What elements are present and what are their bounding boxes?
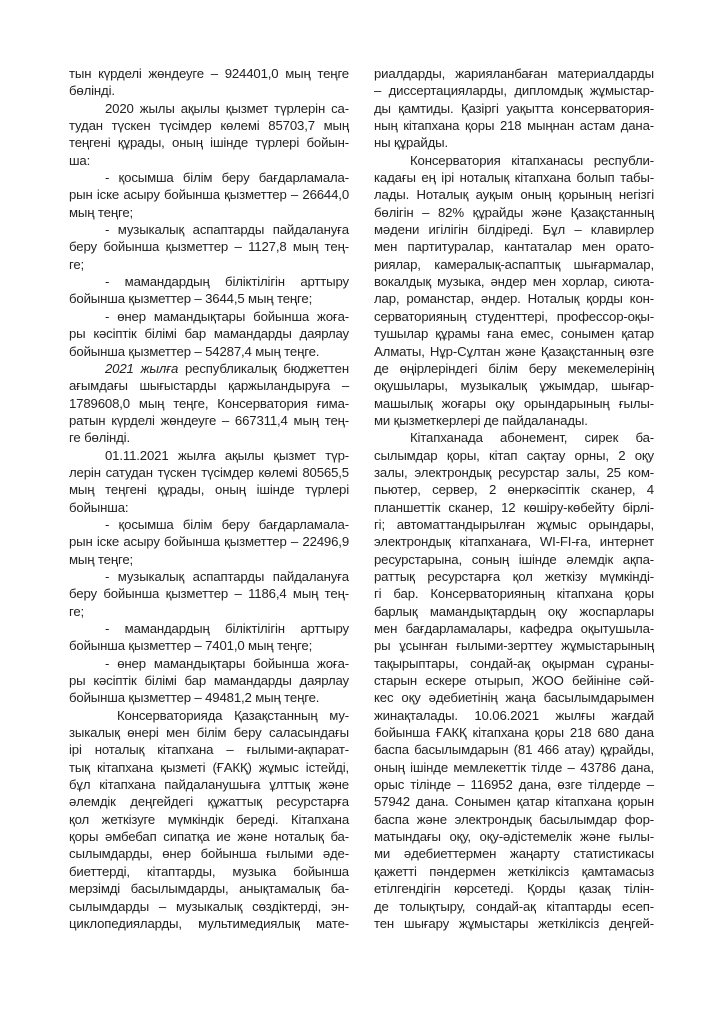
text-line: қажетті пәндермен жеткіліксіз қамтамасыз (374, 863, 654, 879)
text-line: - музыкалық аспаптарды пайдалануға (105, 568, 349, 584)
text-line: машылық жоғары оқу орындарының ғылы- (374, 395, 654, 411)
text-line: 01.11.2021 жылға ақылы қызмет түр- (105, 447, 349, 463)
text-line: ры кәсіптік білімі бар мамандарды даярлау (69, 326, 349, 342)
text-line: сылымдарды – музыкалық сөздіктерді, эн- (69, 898, 349, 914)
text-line: Консерватория кітапханасы республи- (410, 152, 654, 168)
text-line: бойынша қызметтер – 49481,2 мың теңге. (69, 690, 320, 706)
text-line: тен шығару жұмыстары жеткіліксіз деңгей- (374, 915, 654, 931)
text-line: - мамандардың біліктілігін арттыру (105, 621, 349, 636)
text-line: оқушылары, музыкалық ұжымдар, шығар- (374, 378, 654, 394)
text-line: биеттерді, кітаптарды, музыка бойынша (69, 863, 349, 879)
text-line: бойынша қызметтер – 7401,0 мың теңге; (69, 638, 313, 654)
text-line: пьютер, сервер, 2 өнеркәсіптік сканер, 4 (374, 482, 654, 498)
text-line: баспа және электрондық басылымдар фор- (374, 811, 654, 827)
text-line: Алматы, Нұр-Сұлтан және Қазақстанның өзге (374, 343, 654, 359)
text-line: тақырыптары, сондай-ақ оқырман сұраны- (374, 655, 654, 671)
text-line: ге; (69, 256, 85, 272)
text-line: ге бөлінді. (69, 430, 130, 446)
text-line: мен бағдарламалары, кафедра оқытушыла- (374, 621, 654, 636)
text-line: мың теңге; (69, 204, 134, 220)
text-line: ша: (69, 152, 91, 168)
text-line: риялар, камералық-аспаптық шығармалар, (374, 256, 654, 272)
text-line: ірі ноталық кітапхана – ғылыми-ақпарат- (69, 742, 349, 758)
text-line: 57942 дана. Сонымен қатар кітапхана қорын (374, 794, 654, 810)
text-line: мен партитуралар, кантаталар мен орато- (374, 239, 654, 255)
text-line: гі бар. Консерваторияның кітапхана қоры (374, 586, 654, 602)
text-line: бөлінді. (69, 83, 115, 99)
text-line: мәдени игілігін білдіреді. Бұл – клавирлер (374, 222, 654, 238)
text-line: әлемдік деңгейдегі құжаттық ресурстарға (69, 794, 349, 810)
text-line: кадағы ең ірі ноталық кітапхана болып табы- (374, 170, 654, 186)
text-line: етілгендігін көрсетеді. Қорды қазақ тілін- (374, 881, 654, 897)
text-line: орыс тілінде – 116952 дана, өзге тілдерде – (374, 777, 654, 793)
text-line: рын іске асыру бойынша қызметтер – 22496,9 (69, 534, 349, 550)
text-line: Кітапханада абонемент, сирек ба- (410, 430, 654, 446)
text-line: бұл кітапхана пайдаланушыға ұлттық және (69, 777, 349, 793)
text-line: Консерваторияда Қазақстанның му- (117, 707, 349, 723)
text-line: бөлігін – 82% құрайды және Қазақстанның (374, 204, 654, 220)
text-line: ми қызметкерлері де пайдаланады. (374, 412, 588, 428)
text-line: ағымдағы шығыстарды қаржыландыруға – (69, 378, 349, 394)
text-line: вокалдық музыка, әндер мен хорлар, сиюта- (374, 274, 654, 290)
text-line: лар, романстар, әндер. Ноталық қорды кон- (374, 291, 654, 307)
text-line: барлық мамандықтардың оқу жоспарлары (374, 603, 654, 619)
text-line: - өнер мамандықтары бойынша жоға- (105, 655, 349, 671)
text-line: мың теңгені құрады, оның ішінде түрлері (69, 482, 349, 498)
text-line: оның ішінде мемлекеттік тілде – 43786 дана, (374, 759, 654, 775)
text-line: рын іске асыру бойынша қызметтер – 26644,0 (69, 187, 349, 203)
text-line: ның кітапхана қоры 218 мыңнан астам дана- (374, 118, 654, 134)
text-line: ми әдебиеттермен жаңарту статистикасы (374, 846, 654, 862)
text-line: мерзімді басылымдарды, анықтамалық ба- (69, 881, 349, 897)
text-line: риалдарды, жарияланбаған материалдарды (374, 66, 654, 81)
text-line: тушылар құрамы ғана емес, сонымен қатар (374, 326, 654, 342)
text-line: мың теңге; (69, 551, 134, 567)
text-line: ны құрайды. (374, 135, 449, 151)
text-line: - қосымша білім беру бағдарламала- (105, 516, 349, 532)
text-line: беру бойынша қызметтер – 1186,4 мың тең- (69, 586, 349, 602)
text-line: теңгені құрады, оның ішінде түрлері бойын- (69, 135, 349, 151)
text-line: матындағы оқу, оқу-әдістемелік және ғылы- (374, 829, 654, 845)
text-line: лерін сатудан түскен түсімдер көлемі 80565,5 (69, 464, 349, 480)
text-line: баспа басылымдарын (81 466 атау) құрайды, (374, 742, 654, 758)
text-line: серваторияның студенттері, профессор-оқы- (374, 308, 654, 324)
text-line: гі; автоматтандырылған жұмыс орындары, (374, 516, 654, 532)
left-text-column (69, 65, 349, 932)
right-text-column (374, 65, 654, 932)
text-line: сылымдар қоры, кітап сақтау орны, 2 оқу (374, 447, 654, 463)
text-line: бойынша қызметтер – 3644,5 мың теңге; (69, 291, 313, 307)
text-line: ге; (69, 603, 85, 619)
line-text: республикалық бюджеттен (184, 360, 349, 376)
text-line: де толықтыру, сондай-ақ кітаптарды есеп- (374, 898, 654, 914)
text-line: ды қамтиды. Қазіргі уақытта консерватория- (374, 100, 654, 116)
text-line: де өңірлеріндегі білім беру мекемелерінің (374, 360, 654, 376)
text-line: тудан түскен түсімдер көлемі 85703,7 мың (69, 118, 349, 134)
text-line: ратын күрделі жөндеуге – 667311,4 мың тең- (69, 412, 349, 428)
text-line: кес оқу әдебиетінің жаңа басылымдарымен (374, 690, 654, 706)
text-line: қол жеткізуге мүмкіндік береді. Кітапхана (69, 811, 349, 827)
text-line: старын ескере отырып, ЖОО бейініне сәй- (374, 673, 654, 689)
italic-year-phrase: 2021 жылға (105, 360, 179, 376)
text-line: беру бойынша қызметтер – 1127,8 мың тең- (69, 239, 349, 255)
text-line: циклопедияларды, мультимедиялық мате- (69, 915, 349, 931)
text-line: тық кітапхана қызметі (ҒАКҚ) жұмыс істейді, (69, 759, 349, 775)
text-line: қоры әмбебап сипатқа ие және ноталық ба- (69, 829, 349, 845)
text-line: - мамандардың біліктілігін арттыру (105, 274, 349, 290)
text-line: ресурстарына, соның ішінде әлемдік ақпа- (374, 551, 654, 567)
text-line: планшеттік сканер, 12 көшіру-көбейту бірлі- (374, 499, 654, 515)
text-line: лады. Ноталық ауқым оның қорының негізгі (374, 187, 654, 203)
text-line: ры кәсіптік білімі бар мамандарды даярлау (69, 673, 349, 689)
text-line: ры ұсынған ғылыми-зерттеу жұмыстарының (374, 638, 654, 654)
text-line: бойынша ҒАКҚ кітапхана қоры 218 680 дана (374, 725, 654, 741)
text-line: раттық ресурстарға қол жеткізу мүмкінді- (374, 568, 654, 584)
text-line: жинақталады. 10.06.2021 жылғы жағдай (374, 707, 654, 723)
text-line: 1789608,0 мың теңге, Консерватория ғима- (69, 395, 349, 411)
text-line: – диссертацияларды, дипломдық жұмыстар- (374, 83, 654, 99)
text-line: бойынша: (69, 499, 129, 515)
text-line (69, 360, 349, 377)
text-line: бойынша қызметтер – 54287,4 мың теңге. (69, 343, 320, 359)
text-line: залы, электрондық ресурстар залы, 25 ком- (374, 464, 654, 480)
text-line: - қосымша білім беру бағдарламала- (105, 170, 349, 186)
text-line: сылымдарды, өнер бойынша ғылыми әде- (69, 846, 349, 862)
text-line: 2020 жылы ақылы қызмет түрлерін са- (105, 100, 349, 116)
text-line: электрондық кітапханаға, WI-FI-ға, интернет (374, 534, 654, 550)
text-line: тын күрделі жөндеуге – 924401,0 мың теңге (69, 66, 349, 81)
text-line: - музыкалық аспаптарды пайдалануға (105, 222, 349, 238)
text-line: - өнер мамандықтары бойынша жоға- (105, 308, 349, 324)
text-line: зыкалық өнері мен білім беру саласындағы (69, 725, 349, 741)
